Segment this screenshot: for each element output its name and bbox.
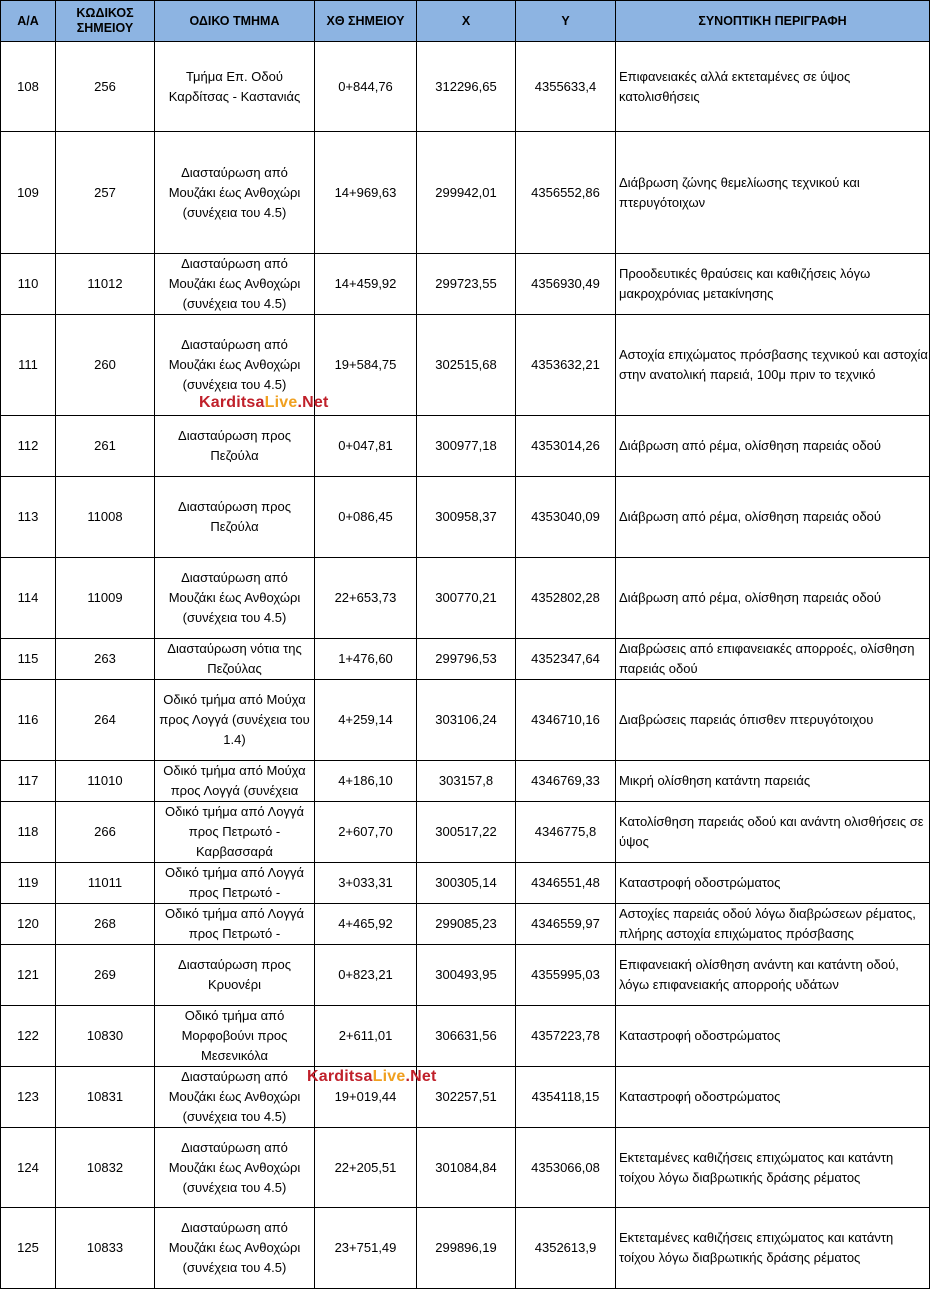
cell-y: 4352802,28 <box>516 558 616 639</box>
watermark-part1: Karditsa <box>307 1068 373 1085</box>
cell-description: Επιφανειακές αλλά εκτεταμένες σε ύψος κατολισθήσεις <box>616 42 930 132</box>
cell-description: Μικρή ολίσθηση κατάντη παρειάς <box>616 761 930 802</box>
cell-x: 303106,24 <box>417 680 516 761</box>
cell-description: Διάβρωση από ρέμα, ολίσθηση παρειάς οδού <box>616 558 930 639</box>
cell-description: Διάβρωση από ρέμα, ολίσθηση παρειάς οδού <box>616 416 930 477</box>
cell-segment: Διασταύρωση από Μουζάκι έως Ανθοχώρι (συνέχεια του 4.5) <box>155 1128 315 1208</box>
cell-ch: 22+205,51 <box>315 1128 417 1208</box>
cell-code: 10833 <box>56 1208 155 1289</box>
cell-code: 263 <box>56 639 155 680</box>
cell-aa: 123 <box>1 1067 56 1128</box>
cell-ch: 0+086,45 <box>315 477 417 558</box>
cell-ch: 4+259,14 <box>315 680 417 761</box>
cell-y: 4356552,86 <box>516 132 616 254</box>
cell-aa: 110 <box>1 254 56 315</box>
cell-segment: Τμήμα Επ. Οδού Καρδίτσας - Καστανιάς <box>155 42 315 132</box>
cell-ch: 0+823,21 <box>315 945 417 1006</box>
cell-segment: Διασταύρωση από Μουζάκι έως Ανθοχώρι (συνέχεια του 4.5) <box>155 1208 315 1289</box>
cell-x: 299942,01 <box>417 132 516 254</box>
header-aa: Α/Α <box>1 1 56 42</box>
cell-segment: Διασταύρωση προς Πεζούλα <box>155 477 315 558</box>
watermark-part1: Karditsa <box>199 394 265 411</box>
table-row <box>1 254 930 315</box>
cell-ch: 19+019,44 <box>315 1067 417 1128</box>
cell-y: 4353066,08 <box>516 1128 616 1208</box>
table-row <box>1 477 930 558</box>
cell-segment <box>155 904 315 945</box>
cell-y: 4352347,64 <box>516 639 616 680</box>
header-y: Υ <box>516 1 616 42</box>
cell-y: 4353632,21 <box>516 315 616 416</box>
header-segment: ΟΔΙΚΟ ΤΜΗΜΑ <box>155 1 315 42</box>
cell-segment <box>155 761 315 802</box>
cell-code: 269 <box>56 945 155 1006</box>
cell-aa: 116 <box>1 680 56 761</box>
cell-aa: 122 <box>1 1006 56 1067</box>
cell-aa: 121 <box>1 945 56 1006</box>
cell-y: 4352613,9 <box>516 1208 616 1289</box>
cell-ch: 3+033,31 <box>315 863 417 904</box>
header-x: Χ <box>417 1 516 42</box>
table-row <box>1 904 930 945</box>
cell-ch: 22+653,73 <box>315 558 417 639</box>
cell-description: Προοδευτικές θραύσεις και καθιζήσεις λόγω μακροχρόνιας μετακίνησης <box>616 254 930 315</box>
table-row <box>1 558 930 639</box>
cell-code: 11008 <box>56 477 155 558</box>
cell-segment: Διασταύρωση από Μουζάκι έως Ανθοχώρι (συνέχεια του 4.5) <box>155 254 315 315</box>
cell-code: 10832 <box>56 1128 155 1208</box>
cell-x: 301084,84 <box>417 1128 516 1208</box>
cell-aa: 119 <box>1 863 56 904</box>
cell-ch: 14+969,63 <box>315 132 417 254</box>
cell-description: Κατολίσθηση παρειάς οδού και ανάντη ολισθήσεις σε ύψος <box>616 802 930 863</box>
cell-segment: Διασταύρωση από Μουζάκι έως Ανθοχώρι (συνέχεια του 4.5) <box>155 132 315 254</box>
table-row <box>1 1067 930 1128</box>
cell-segment: Οδικό τμήμα από Μούχα προς Λογγά (συνέχεια του 1.4) <box>155 680 315 761</box>
cell-segment: Διασταύρωση νότια της Πεζούλας <box>155 639 315 680</box>
cell-code: 11010 <box>56 761 155 802</box>
cell-y: 4356930,49 <box>516 254 616 315</box>
table-row <box>1 315 930 416</box>
cell-aa: 108 <box>1 42 56 132</box>
cell-y: 4355633,4 <box>516 42 616 132</box>
cell-aa: 111 <box>1 315 56 416</box>
cell-x: 300958,37 <box>417 477 516 558</box>
cell-ch: 23+751,49 <box>315 1208 417 1289</box>
cell-y: 4354118,15 <box>516 1067 616 1128</box>
header-row <box>1 1 930 42</box>
cell-description: Αστοχία επιχώματος πρόσβασης τεχνικού και αστοχία στην ανατολική παρειά, 100μ πριν το τεχνικό <box>616 315 930 416</box>
table-row <box>1 1128 930 1208</box>
cell-aa: 113 <box>1 477 56 558</box>
table-row <box>1 42 930 132</box>
cell-ch: 1+476,60 <box>315 639 417 680</box>
cell-description: Καταστροφή οδοστρώματος <box>616 1067 930 1128</box>
table-row <box>1 761 930 802</box>
cell-description: Καταστροφή οδοστρώματος <box>616 863 930 904</box>
cell-ch: 0+844,76 <box>315 42 417 132</box>
cell-x: 300517,22 <box>417 802 516 863</box>
cell-code: 11012 <box>56 254 155 315</box>
table-row <box>1 132 930 254</box>
cell-aa: 112 <box>1 416 56 477</box>
table-row <box>1 680 930 761</box>
cell-y: 4357223,78 <box>516 1006 616 1067</box>
cell-code: 264 <box>56 680 155 761</box>
cell-aa: 114 <box>1 558 56 639</box>
cell-description: Διαβρώσεις παρειάς όπισθεν πτερυγότοιχου <box>616 680 930 761</box>
cell-x: 299896,19 <box>417 1208 516 1289</box>
cell-aa: 118 <box>1 802 56 863</box>
cell-y: 4346551,48 <box>516 863 616 904</box>
watermark-part2: Live <box>264 394 298 411</box>
cell-aa: 125 <box>1 1208 56 1289</box>
cell-description: Διάβρωση από ρέμα, ολίσθηση παρειάς οδού <box>616 477 930 558</box>
cell-segment: Διασταύρωση προς Πεζούλα <box>155 416 315 477</box>
cell-segment: Διασταύρωση από Μουζάκι έως Ανθοχώρι (συνέχεια του 4.5) <box>155 1067 315 1128</box>
watermark-part2: Live <box>372 1068 406 1085</box>
cell-ch: 4+465,92 <box>315 904 417 945</box>
cell-segment <box>155 863 315 904</box>
cell-description: Διαβρώσεις από επιφανειακές απορροές, ολίσθηση παρειάς οδού <box>616 639 930 680</box>
cell-y: 4346769,33 <box>516 761 616 802</box>
segment-text: Οδικό τμήμα από Λογγά προς Πετρωτό - <box>165 906 304 941</box>
cell-aa: 117 <box>1 761 56 802</box>
table-row <box>1 945 930 1006</box>
cell-aa: 120 <box>1 904 56 945</box>
cell-y: 4355995,03 <box>516 945 616 1006</box>
cell-ch: 2+611,01 <box>315 1006 417 1067</box>
cell-x: 303157,8 <box>417 761 516 802</box>
cell-description: Εκτεταμένες καθιζήσεις επιχώματος και κατάντη τοίχου λόγω διαβρωτικής δράσης ρέματος <box>616 1208 930 1289</box>
cell-aa: 115 <box>1 639 56 680</box>
cell-code: 256 <box>56 42 155 132</box>
cell-segment: Διασταύρωση από Μουζάκι έως Ανθοχώρι (συνέχεια του 4.5) <box>155 558 315 639</box>
cell-y: 4346710,16 <box>516 680 616 761</box>
watermark-part3: .Net <box>405 1068 437 1085</box>
table-row <box>1 802 930 863</box>
cell-description: Εκτεταμένες καθιζήσεις επιχώματος και κατάντη τοίχου λόγω διαβρωτικής δράσης ρέματος <box>616 1128 930 1208</box>
header-ch: ΧΘ ΣΗΜΕΙΟΥ <box>315 1 417 42</box>
cell-x: 300305,14 <box>417 863 516 904</box>
cell-code: 268 <box>56 904 155 945</box>
cell-ch: 14+459,92 <box>315 254 417 315</box>
cell-x: 302515,68 <box>417 315 516 416</box>
cell-aa: 124 <box>1 1128 56 1208</box>
cell-x: 300770,21 <box>417 558 516 639</box>
table-row <box>1 639 930 680</box>
cell-x: 299723,55 <box>417 254 516 315</box>
cell-aa: 109 <box>1 132 56 254</box>
cell-segment: Οδικό τμήμα από Λογγά προς Πετρωτό - Καρβασσαρά <box>155 802 315 863</box>
watermark-karditsalive-2 <box>307 1068 436 1086</box>
cell-y: 4353014,26 <box>516 416 616 477</box>
segment-text: Οδικό τμήμα από Μούχα προς Λογγά (συνέχεια <box>163 763 306 798</box>
table-row <box>1 1208 930 1289</box>
cell-x: 299796,53 <box>417 639 516 680</box>
cell-x: 300493,95 <box>417 945 516 1006</box>
cell-ch: 4+186,10 <box>315 761 417 802</box>
cell-code: 10831 <box>56 1067 155 1128</box>
cell-segment: Διασταύρωση από Μουζάκι έως Ανθοχώρι (συνέχεια του 4.5) <box>155 315 315 416</box>
cell-y: 4346775,8 <box>516 802 616 863</box>
cell-segment: Οδικό τμήμα από Μορφοβούνι προς Μεσενικόλα <box>155 1006 315 1067</box>
segment-text: Οδικό τμήμα από Λογγά προς Πετρωτό - <box>165 865 304 900</box>
cell-code: 260 <box>56 315 155 416</box>
cell-y: 4353040,09 <box>516 477 616 558</box>
cell-code: 266 <box>56 802 155 863</box>
watermark-karditsalive <box>199 394 328 412</box>
cell-x: 302257,51 <box>417 1067 516 1128</box>
cell-code: 257 <box>56 132 155 254</box>
cell-x: 312296,65 <box>417 42 516 132</box>
table-row <box>1 863 930 904</box>
cell-description: Αστοχίες παρειάς οδού λόγω διαβρώσεων ρέματος, πλήρης αστοχία επιχώματος πρόσβασης <box>616 904 930 945</box>
cell-code: 11011 <box>56 863 155 904</box>
cell-y: 4346559,97 <box>516 904 616 945</box>
cell-x: 306631,56 <box>417 1006 516 1067</box>
cell-code: 261 <box>56 416 155 477</box>
table-row <box>1 1006 930 1067</box>
cell-ch: 2+607,70 <box>315 802 417 863</box>
cell-code: 11009 <box>56 558 155 639</box>
cell-segment: Διασταύρωση προς Κρυονέρι <box>155 945 315 1006</box>
header-code: ΚΩΔΙΚΟΣ ΣΗΜΕΙΟΥ <box>56 1 155 42</box>
cell-x: 299085,23 <box>417 904 516 945</box>
cell-description: Καταστροφή οδοστρώματος <box>616 1006 930 1067</box>
cell-code: 10830 <box>56 1006 155 1067</box>
cell-x: 300977,18 <box>417 416 516 477</box>
header-desc: ΣΥΝΟΠΤΙΚΗ ΠΕΡΙΓΡΑΦΗ <box>616 1 930 42</box>
watermark-part3: .Net <box>297 394 329 411</box>
cell-ch: 0+047,81 <box>315 416 417 477</box>
cell-description: Διάβρωση ζώνης θεμελίωσης τεχνικού και πτερυγότοιχων <box>616 132 930 254</box>
table-row <box>1 416 930 477</box>
cell-ch: 19+584,75 <box>315 315 417 416</box>
cell-description: Επιφανειακή ολίσθηση ανάντη και κατάντη οδού, λόγω επιφανειακής απορροής υδάτων <box>616 945 930 1006</box>
